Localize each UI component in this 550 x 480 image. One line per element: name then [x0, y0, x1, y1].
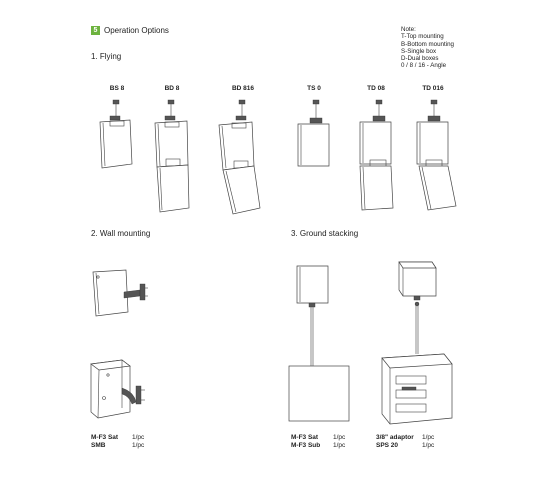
flying-td08-illustration — [360, 100, 393, 210]
flying-ts0-illustration — [298, 100, 329, 166]
flying-label-bd816: BD 816 — [231, 85, 255, 92]
section-number-badge: 5 — [91, 26, 100, 35]
flying-label-bd8: BD 8 — [164, 85, 180, 92]
note-line: B-Bottom mounting — [401, 40, 454, 48]
item-name: SPS 20 — [376, 442, 399, 449]
ground-left-items — [291, 434, 345, 450]
item-name: M-F3 Sat — [91, 434, 119, 441]
flying-label-td016: TD 016 — [422, 85, 444, 92]
item-name: M-F3 Sub — [291, 442, 321, 449]
caption-row — [291, 434, 345, 442]
item-name: M-F3 Sat — [291, 434, 319, 441]
note-line: 0 / 8 / 16 - Angle — [401, 62, 447, 70]
flying-label-bs8: BS 8 — [109, 85, 125, 92]
flying-heading: 1. Flying — [91, 52, 122, 61]
flying-bd8-illustration — [155, 100, 189, 212]
caption-row — [291, 442, 345, 450]
note-line: D-Dual boxes — [401, 55, 439, 63]
flying-td016-illustration — [417, 100, 456, 210]
wall-mounting-heading: 2. Wall mounting — [91, 229, 151, 238]
flying-label-td08: TD 08 — [367, 85, 385, 92]
caption-row — [376, 442, 434, 450]
page-title: Operation Options — [104, 26, 169, 35]
item-name: SMB — [91, 442, 106, 449]
item-qty: 1/pc — [422, 434, 435, 441]
note-line: S-Single box — [401, 47, 437, 55]
flying-bd816-illustration — [219, 100, 260, 214]
wall-items — [91, 434, 144, 450]
note-line: T-Top mounting — [401, 33, 444, 41]
ground-stack-adaptor-sps20-illustration — [382, 262, 452, 424]
flying-bs8-illustration — [100, 100, 132, 168]
item-qty: 1/pc — [132, 434, 145, 441]
item-qty: 1/pc — [333, 434, 346, 441]
ground-stacking-heading: 3. Ground stacking — [291, 229, 359, 238]
ground-right-items — [376, 434, 434, 450]
item-qty: 1/pc — [132, 442, 145, 449]
flying-label-ts0: TS 0 — [307, 85, 321, 92]
ground-stack-sat-sub-illustration — [289, 266, 349, 421]
wall-mount-sat-illustration — [93, 270, 148, 316]
note-line: Note: — [401, 26, 416, 33]
item-qty: 1/pc — [422, 442, 435, 449]
item-qty: 1/pc — [333, 442, 346, 449]
caption-row — [91, 442, 144, 450]
wall-mount-smb-illustration — [91, 360, 145, 418]
caption-row — [91, 434, 144, 442]
item-name: 3/8" adaptor — [376, 434, 414, 441]
caption-row — [376, 434, 434, 442]
